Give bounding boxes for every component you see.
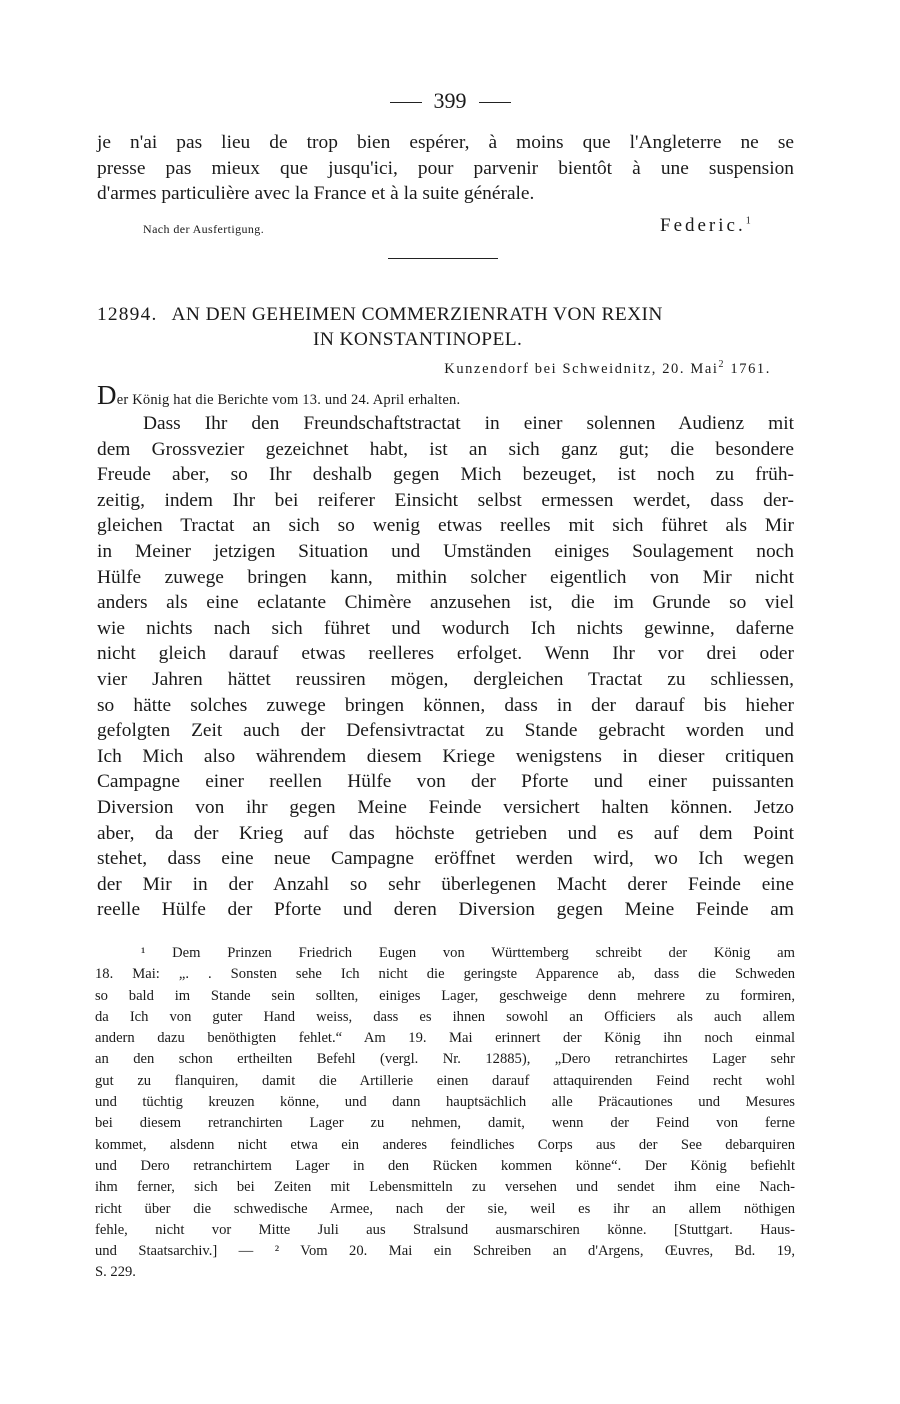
body-line: in Meiner jetzigen Situation und Umständen einiges Soulagement noch — [97, 540, 794, 562]
letter-body — [97, 411, 794, 923]
letter-title-line1: AN DEN GEHEIMEN COMMERZIENRATH VON REXIN — [171, 304, 663, 325]
footnote-line: und Dero retranchirtem Lager in den Rücken kommen könne“. Der König befiehlt — [95, 1157, 795, 1174]
body-line: aber, da der Krieg auf das höchste getrieben und es auf dem Point — [97, 822, 794, 844]
letter-title-line2: IN KONSTANTINOPEL. — [313, 329, 523, 350]
body-line: Dass Ihr den Freundschaftstractat in einer solennen Audienz mit — [143, 413, 794, 434]
signature-text: Federic. — [660, 215, 746, 236]
body-line: reelle Hülfe der Pforte und deren Diversion gegen Meine Feinde am — [97, 899, 794, 921]
footnote-line: kommet, alsdenn nicht etwa ein anderes feindliches Corps aus der See debarquiren — [95, 1136, 795, 1153]
body-line: Campagne einer reellen Hülfe von der Pforte und einer puissanten — [97, 771, 794, 793]
text-line: je n'ai pas lieu de trop bien espérer, à moins que l'Angleterre ne se — [97, 132, 794, 153]
body-line: so hätte solches zuwege bringen können, dass in der darauf bis hieher — [97, 694, 794, 716]
footnotes — [95, 943, 795, 1284]
dateline-year: 1761. — [730, 360, 771, 377]
footnote-line: so bald im Stande sein sollten, einiges Lager, geschweige denn mehrere zu formiren, — [95, 987, 795, 1004]
letter-heading — [97, 302, 794, 352]
source-note: Nach der Ausfertigung. — [143, 222, 265, 236]
body-line: nicht gleich darauf etwas reelleres erfolget. Wenn Ihr vor drei oder — [97, 643, 794, 665]
footnote-line: an den schon ertheilten Befehl (vergl. Nr. 12885), „Dero retranchirtes Lager sehr — [95, 1051, 795, 1068]
footnote-line: fehle, nicht vor Mitte Juli aus Stralsund ausmarschiren könne. [Stuttgart. Haus- — [95, 1221, 795, 1238]
footnote-line: 18. Mai: „. . Sonsten sehe Ich nicht die geringste Apparence ab, dass die Schweden — [95, 966, 795, 983]
body-line: gleichen Tractat an sich so wenig etwas reelles mit sich führet als Mir — [97, 515, 794, 537]
continuation-paragraph — [97, 130, 794, 207]
body-line: der Mir in der Anzahl so sehr überlegenen Macht derer Feinde eine — [97, 873, 794, 895]
section-divider — [388, 258, 498, 259]
body-line: anders als eine eclatante Chimère anzusehen ist, die im Grunde so viel — [97, 592, 794, 614]
body-line: Diversion von ihr gegen Meine Feinde versichert halten können. Jetzo — [97, 796, 794, 818]
footnote-line: bei diesem retranchirten Lager zu nehmen, damit, wenn der Feind von ferne — [95, 1115, 795, 1132]
footnote-line: richt über die schwedische Armee, nach der sie, weil es ihr an allem nöthigen — [95, 1200, 795, 1217]
footnote-mark: 1 — [745, 215, 754, 227]
page-number-dash-left — [390, 102, 422, 103]
body-line: Freude aber, so Ihr deshalb gegen Mich bezeuget, ist noch zu früh- — [97, 464, 794, 486]
signature — [660, 215, 754, 237]
page-number — [0, 88, 900, 114]
dateline — [0, 359, 771, 378]
footnote-line: gut zu flanquiren, damit die Artillerie einen darauf attaquirenden Feind recht wohl — [95, 1072, 795, 1089]
body-line: dem Grossvezier gezeichnet habt, ist an sich ganz gut; die besondere — [97, 438, 794, 460]
footnote-line: und tüchtig kreuzen könne, und dann hauptsächlich alle Präcautiones und Mesures — [95, 1094, 795, 1111]
footnote-line: da Ich von guter Hand weiss, dass es ihnen sowohl an Officiers als auch allem — [95, 1008, 795, 1025]
footnote-line: ihm ferner, sich bei Zeiten mit Lebensmitteln zu versehen und sendet ihm eine Nach- — [95, 1179, 795, 1196]
footnote-mark: 2 — [718, 359, 726, 370]
body-line: wie nichts nach sich führet und wodurch Ich nichts gewinne, daferne — [97, 617, 794, 639]
letter-number: 12894. — [97, 304, 158, 325]
page-number-text: 399 — [433, 88, 467, 113]
text-line: d'armes particulière avec la France et à la suite générale. — [97, 183, 535, 205]
body-line: stehet, dass eine neue Campagne eröffnet werden wird, wo Ich wegen — [97, 848, 794, 870]
body-line: zeitig, indem Ihr bei reiferer Einsicht selbst ermessen werdet, dass der- — [97, 489, 794, 511]
dropcap: D — [97, 380, 117, 410]
footnote-line: und Staatsarchiv.] — ² Vom 20. Mai ein Schreiben an d'Argens, Œuvres, Bd. 19, — [95, 1243, 795, 1260]
footnote-line: ¹ Dem Prinzen Friedrich Eugen von Württemberg schreibt der König am — [141, 945, 795, 961]
page-number-dash-right — [479, 102, 511, 103]
text-line: presse pas mieux que jusqu'ici, pour parvenir bientôt à une suspension — [97, 157, 794, 179]
intro-text: er König hat die Berichte vom 13. und 24. April erhalten. — [116, 392, 461, 408]
body-line: Hülfe zuwege bringen kann, mithin solcher eigentlich von Mir nicht — [97, 566, 794, 588]
body-line: gefolgten Zeit auch der Defensivtractat zu Stande gebracht worden und — [97, 720, 794, 742]
dateline-place: Kunzendorf bei Schweidnitz, 20. Mai — [444, 360, 719, 377]
body-line: vier Jahren hättet reussiren mögen, dergleichen Tractat zu schliessen, — [97, 668, 794, 690]
footnote-line: andern dazu benöthigten fehlet.“ Am 19. Mai erinnert der König ihn noch einmal — [95, 1030, 795, 1047]
footnote-line: S. 229. — [95, 1264, 136, 1281]
body-line: Ich Mich also währendem diesem Kriege wenigstens in dieser critiquen — [97, 745, 794, 767]
letter-intro — [97, 380, 460, 411]
